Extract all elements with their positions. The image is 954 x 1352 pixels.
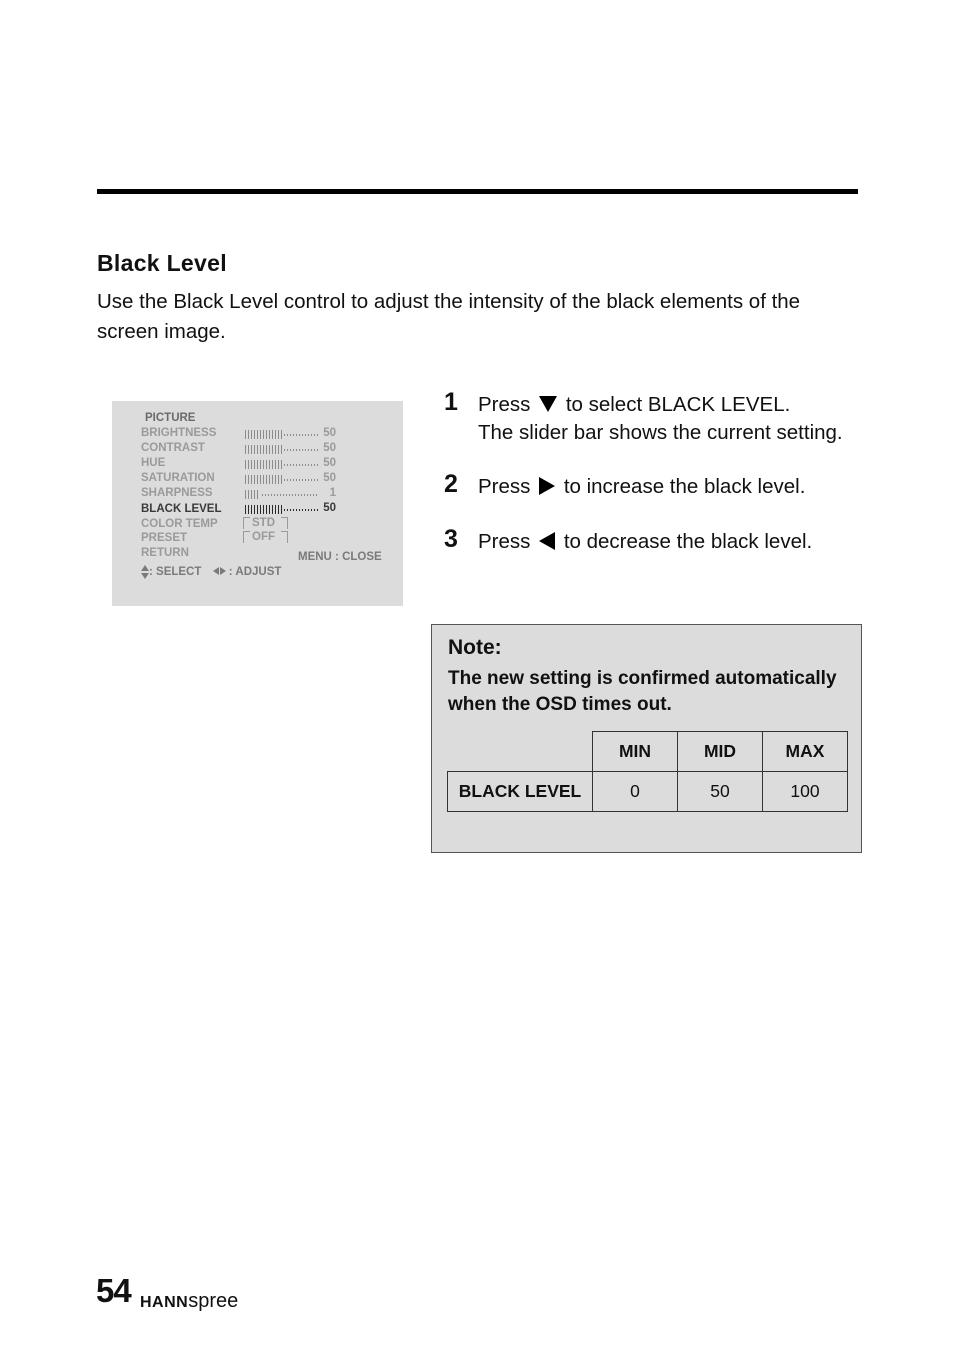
osd-item-brightness-label: BRIGHTNESS bbox=[141, 427, 217, 439]
down-triangle-icon bbox=[539, 396, 557, 412]
table-cell-max: 100 bbox=[763, 772, 848, 812]
osd-adjust-hint: : ADJUST bbox=[228, 566, 282, 579]
note-body: The new setting is confirmed automatically when the OSD times out. bbox=[448, 668, 837, 715]
osd-item-sharpness-label: SHARPNESS bbox=[141, 487, 213, 499]
osd-legend bbox=[141, 565, 281, 579]
osd-color-temp-label: COLOR TEMP bbox=[141, 518, 218, 530]
table-header-min: MIN bbox=[593, 732, 678, 772]
step-1-text: Press to select BLACK LEVEL. The slider bar shows the current setting. bbox=[478, 393, 843, 444]
step-1-number: 1 bbox=[444, 388, 458, 416]
osd-item-black-level-label: BLACK LEVEL bbox=[141, 503, 222, 515]
table-row-label: BLACK LEVEL bbox=[448, 772, 593, 812]
table-cell-min: 0 bbox=[593, 772, 678, 812]
note-box bbox=[431, 624, 862, 853]
table-cell-mid: 50 bbox=[678, 772, 763, 812]
note-title: Note: bbox=[448, 636, 502, 659]
left-triangle-icon bbox=[539, 532, 555, 550]
osd-picture-menu bbox=[112, 401, 403, 606]
top-rule bbox=[97, 189, 858, 194]
right-triangle-icon bbox=[539, 477, 555, 495]
osd-color-temp-value: STD bbox=[243, 517, 288, 529]
osd-title: PICTURE bbox=[145, 412, 196, 424]
osd-item-brightness-value: 50 bbox=[323, 427, 336, 439]
osd-item-saturation-value: 50 bbox=[323, 472, 336, 484]
osd-preset-value: OFF bbox=[243, 531, 288, 543]
intro-paragraph: Use the Black Level control to adjust the intensity of the black elements of the screen image. bbox=[97, 290, 801, 343]
step-3-number: 3 bbox=[444, 525, 458, 553]
osd-item-contrast-value: 50 bbox=[323, 442, 336, 454]
osd-item-sharpness-value: 1 bbox=[329, 487, 336, 499]
osd-item-hue-label: HUE bbox=[141, 457, 166, 469]
osd-return-label: RETURN bbox=[141, 547, 189, 559]
step-2-text: Press to increase the black level. bbox=[478, 475, 806, 498]
osd-item-hue-value: 50 bbox=[323, 457, 336, 469]
table-row bbox=[448, 772, 848, 812]
table-header-max: MAX bbox=[763, 732, 848, 772]
osd-item-contrast-label: CONTRAST bbox=[141, 442, 205, 454]
step-3-text: Press to decrease the black level. bbox=[478, 530, 813, 553]
section-heading: Black Level bbox=[97, 250, 227, 276]
osd-item-black-level-value: 50 bbox=[323, 502, 336, 514]
osd-menu-close-hint: MENU : CLOSE bbox=[298, 551, 382, 563]
osd-select-hint: : SELECT bbox=[149, 566, 202, 579]
step-2-number: 2 bbox=[444, 470, 458, 498]
osd-preset-label: PRESET bbox=[141, 532, 188, 544]
table-header-mid: MID bbox=[678, 732, 763, 772]
left-right-arrows-icon bbox=[213, 566, 226, 578]
page-number: 54 bbox=[96, 1272, 131, 1309]
black-level-range-table bbox=[447, 731, 848, 812]
brand-logo: HANNspree bbox=[140, 1290, 239, 1312]
up-down-arrows-icon bbox=[141, 565, 149, 579]
osd-item-saturation-label: SATURATION bbox=[141, 472, 215, 484]
